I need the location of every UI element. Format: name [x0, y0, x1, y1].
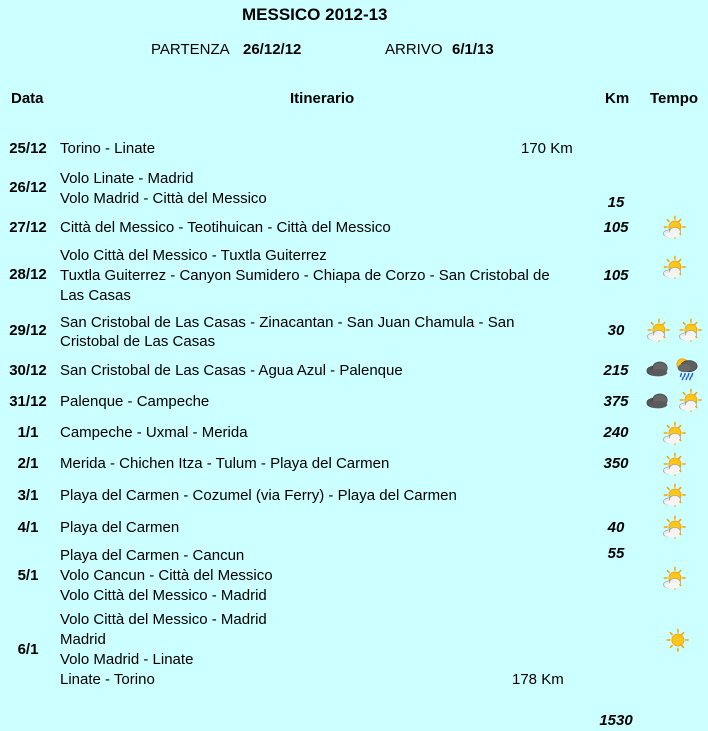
sun-rain-icon [674, 355, 700, 381]
itinerary-line: Madrid [60, 631, 106, 648]
row-date: 1/1 [17, 424, 39, 441]
row-km: 350 [603, 455, 629, 472]
itinerary-line: Playa del Carmen [60, 519, 180, 536]
itinerary-line: San Cristobal de Las Casas - Agua Azul - Palenque [60, 362, 403, 379]
itinerary-line: Playa del Carmen - Cozumel (via Ferry) - Playa del Carmen [60, 487, 457, 504]
partly-sunny-icon [645, 317, 671, 343]
itinerary-line: Volo Madrid - Città del Messico [60, 190, 267, 207]
partly-sunny-icon [661, 482, 687, 508]
itinerary-line: Merida - Chichen Itza - Tulum - Playa del Carmen [60, 455, 390, 472]
row-date: 2/1 [17, 455, 39, 472]
row-date: 30/12 [9, 362, 47, 379]
itinerary-line: Playa del Carmen - Cancun [60, 547, 245, 564]
itinerary-line: Città del Messico - Teotihuican - Città del Messico [60, 219, 391, 236]
itinerary-line: Linate - Torino [60, 671, 155, 688]
departure-date: 26/12/12 [243, 41, 302, 58]
cloudy-icon [645, 355, 671, 381]
distance-note: 178 Km [512, 671, 564, 688]
row-km: 105 [603, 267, 629, 284]
itinerary-line: Las Casas [60, 287, 131, 304]
itinerary-line: Volo Città del Messico - Tuxtla Guiterrez [60, 247, 327, 264]
partly-sunny-icon [661, 420, 687, 446]
partly-sunny-icon [677, 387, 703, 413]
itinerary-line: Volo Città del Messico - Madrid [60, 587, 267, 604]
row-date: 27/12 [9, 219, 47, 236]
row-date: 28/12 [9, 266, 47, 283]
header-km: Km [605, 90, 630, 107]
itinerary-line: San Cristobal de Las Casas - Zinacantan - San Juan Chamula - San [60, 314, 515, 331]
row-km: 105 [603, 219, 629, 236]
partly-sunny-icon [661, 514, 687, 540]
itinerary-line: Volo Città del Messico - Madrid [60, 611, 267, 628]
row-date: 26/12 [9, 179, 47, 196]
itinerary-line: Volo Linate - Madrid [60, 170, 194, 187]
row-date: 29/12 [9, 322, 47, 339]
partly-sunny-icon [661, 451, 687, 477]
header-weather: Tempo [650, 90, 699, 107]
cloudy-icon [645, 387, 671, 413]
partly-sunny-icon [677, 317, 703, 343]
row-date: 6/1 [17, 641, 39, 658]
partly-sunny-icon [661, 565, 687, 591]
row-date: 3/1 [17, 487, 39, 504]
page-title: MESSICO 2012-13 [242, 5, 388, 24]
arrival-label: ARRIVO [385, 41, 443, 58]
departure-label: PARTENZA [151, 41, 230, 58]
row-date: 4/1 [17, 519, 39, 536]
row-date: 31/12 [9, 393, 47, 410]
itinerary-line: Torino - Linate [60, 140, 156, 157]
row-km: 40 [607, 519, 625, 536]
itinerary-line: Palenque - Campeche [60, 393, 210, 410]
row-date: 5/1 [17, 567, 39, 584]
distance-note: 170 Km [521, 140, 573, 157]
itinerary-line: Volo Cancun - Città del Messico [60, 567, 273, 584]
arrival-date: 6/1/13 [452, 41, 494, 58]
header-itinerary: Itinerario [290, 90, 355, 107]
row-km: 215 [603, 362, 629, 379]
row-km: 15 [607, 194, 625, 211]
itinerary-line: Volo Madrid - Linate [60, 651, 194, 668]
partly-sunny-icon [661, 214, 687, 240]
row-date: 25/12 [9, 140, 47, 157]
partly-sunny-icon [661, 254, 687, 280]
itinerary-line: Tuxtla Guiterrez - Canyon Sumidero - Chiapa de Corzo - San Cristobal de [60, 267, 550, 284]
itinerary-line: Campeche - Uxmal - Merida [60, 424, 248, 441]
row-km: 55 [607, 545, 625, 562]
row-km: 30 [607, 322, 625, 339]
sunny-icon [664, 627, 690, 653]
header-date: Data [11, 90, 44, 107]
row-km: 240 [603, 424, 629, 441]
row-km: 375 [603, 393, 629, 410]
total-km: 1530 [599, 712, 633, 729]
itinerary-line: Cristobal de Las Casas [60, 333, 216, 350]
